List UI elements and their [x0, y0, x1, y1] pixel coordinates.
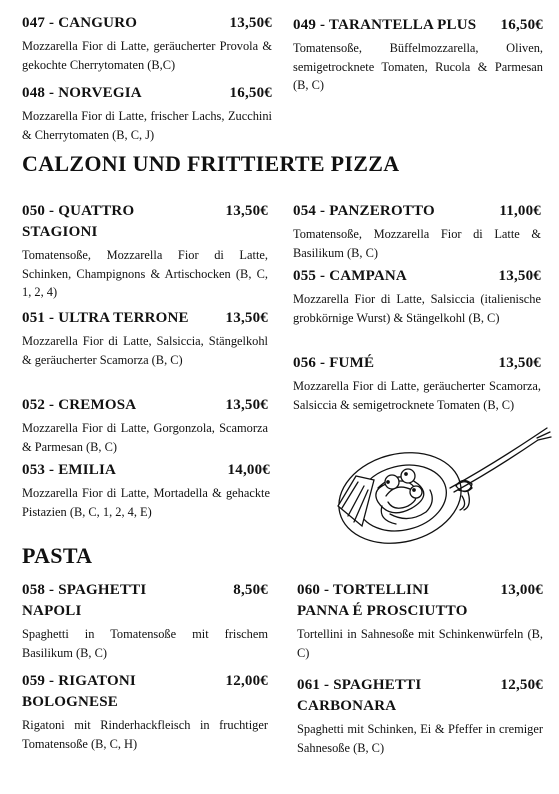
item-name: 050 - QUATTRO STAGIONI	[22, 203, 135, 240]
menu-item	[297, 580, 543, 662]
menu-item	[22, 671, 268, 753]
item-description: Mozzarella Fior di Latte, frischer Lachs, Zucchini & Cherrytomaten (B, C, J)	[22, 109, 272, 142]
item-price: 13,50€	[498, 268, 541, 284]
menu-item	[293, 201, 541, 262]
item-description: Rigatoni mit Rinderhackfleisch in fruchtiger Tomatensoße (B, C, H)	[22, 718, 268, 751]
menu-item	[22, 308, 268, 369]
item-name: 056 - FUMÉ	[293, 355, 375, 371]
menu-item	[22, 460, 270, 521]
menu-item	[22, 83, 272, 144]
item-description: Mozzarella Fior di Latte, Salsiccia (italienische grobkörnige Wurst) & Stängelkohl (B, C)	[293, 292, 541, 325]
menu-item	[297, 675, 543, 757]
item-name: 059 - RIGATONI BOLOGNESE	[22, 673, 136, 710]
item-price: 13,50€	[225, 310, 268, 326]
menu-item	[293, 15, 543, 95]
item-name: 060 - TORTELLINI PANNA É PROSCIUTTO	[297, 582, 468, 619]
menu-item	[22, 580, 268, 662]
item-price: 16,50€	[229, 85, 272, 101]
item-name: 053 - EMILIA	[22, 462, 117, 478]
item-price: 12,00€	[225, 673, 268, 689]
item-description: Mozzarella Fior di Latte, geräucherter Provola & gekochte Cherrytomaten (B,C)	[22, 39, 272, 72]
item-name: 049 - TARANTELLA PLUS	[293, 17, 477, 33]
item-description: Tomatensoße, Mozzarella Fior di Latte & Basilikum (B, C)	[293, 227, 541, 260]
item-price: 13,50€	[498, 355, 541, 371]
menu-item	[293, 266, 541, 327]
item-price: 14,00€	[227, 462, 270, 478]
item-name: 055 - CAMPANA	[293, 268, 407, 284]
item-description: Spaghetti in Tomatensoße mit frischem Basilikum (B, C)	[22, 627, 268, 660]
item-price: 8,50€	[233, 582, 268, 598]
item-description: Mozzarella Fior di Latte, Mortadella & gehackte Pistazien (B, C, 1, 2, 4, E)	[22, 486, 270, 519]
item-name: 051 - ULTRA TERRONE	[22, 310, 189, 326]
item-name: 054 - PANZEROTTO	[293, 203, 435, 219]
item-price: 12,50€	[500, 677, 543, 693]
item-name: 052 - CREMOSA	[22, 397, 137, 413]
section-title-calzoni: CALZONI UND FRITTIERTE PIZZA	[22, 151, 400, 176]
item-description: Mozzarella Fior di Latte, Salsiccia, Stängelkohl & geräucherter Scamorza (B, C)	[22, 334, 268, 367]
item-description: Tomatensoße, Mozzarella Fior di Latte, Schinken, Champignons & Artischocken (B, C, 1, 2, 4)	[22, 248, 268, 300]
menu-item	[22, 395, 268, 456]
spaghetti-plate-icon	[330, 426, 555, 544]
item-name: 047 - CANGURO	[22, 15, 138, 31]
item-name: 061 - SPAGHETTI CARBONARA	[297, 677, 422, 714]
menu-item	[22, 201, 268, 302]
item-price: 13,50€	[225, 203, 268, 219]
item-price: 13,50€	[229, 15, 272, 31]
item-name: 058 - SPAGHETTI NAPOLI	[22, 582, 147, 619]
item-price: 16,50€	[500, 17, 543, 33]
item-price: 13,00€	[500, 582, 543, 598]
item-name: 048 - NORVEGIA	[22, 85, 142, 101]
item-description: Mozzarella Fior di Latte, Gorgonzola, Scamorza & Parmesan (B, C)	[22, 421, 268, 454]
menu-item	[293, 353, 541, 414]
item-description: Spaghetti mit Schinken, Ei & Pfeffer in cremiger Sahnesoße (B, C)	[297, 722, 543, 755]
item-description: Tomatensoße, Büffelmozzarella, Oliven, semigetrocknete Tomaten, Rucola & Parmesan (B, C)	[293, 41, 543, 93]
item-price: 11,00€	[499, 203, 541, 219]
menu-item	[22, 13, 272, 74]
item-description: Mozzarella Fior di Latte, geräucherter Scamorza, Salsiccia & semigetrocknete Tomaten (B, C)	[293, 379, 541, 412]
item-price: 13,50€	[225, 397, 268, 413]
item-description: Tortellini in Sahnesoße mit Schinkenwürfeln (B, C)	[297, 627, 543, 660]
section-title-pasta: PASTA	[22, 543, 93, 568]
